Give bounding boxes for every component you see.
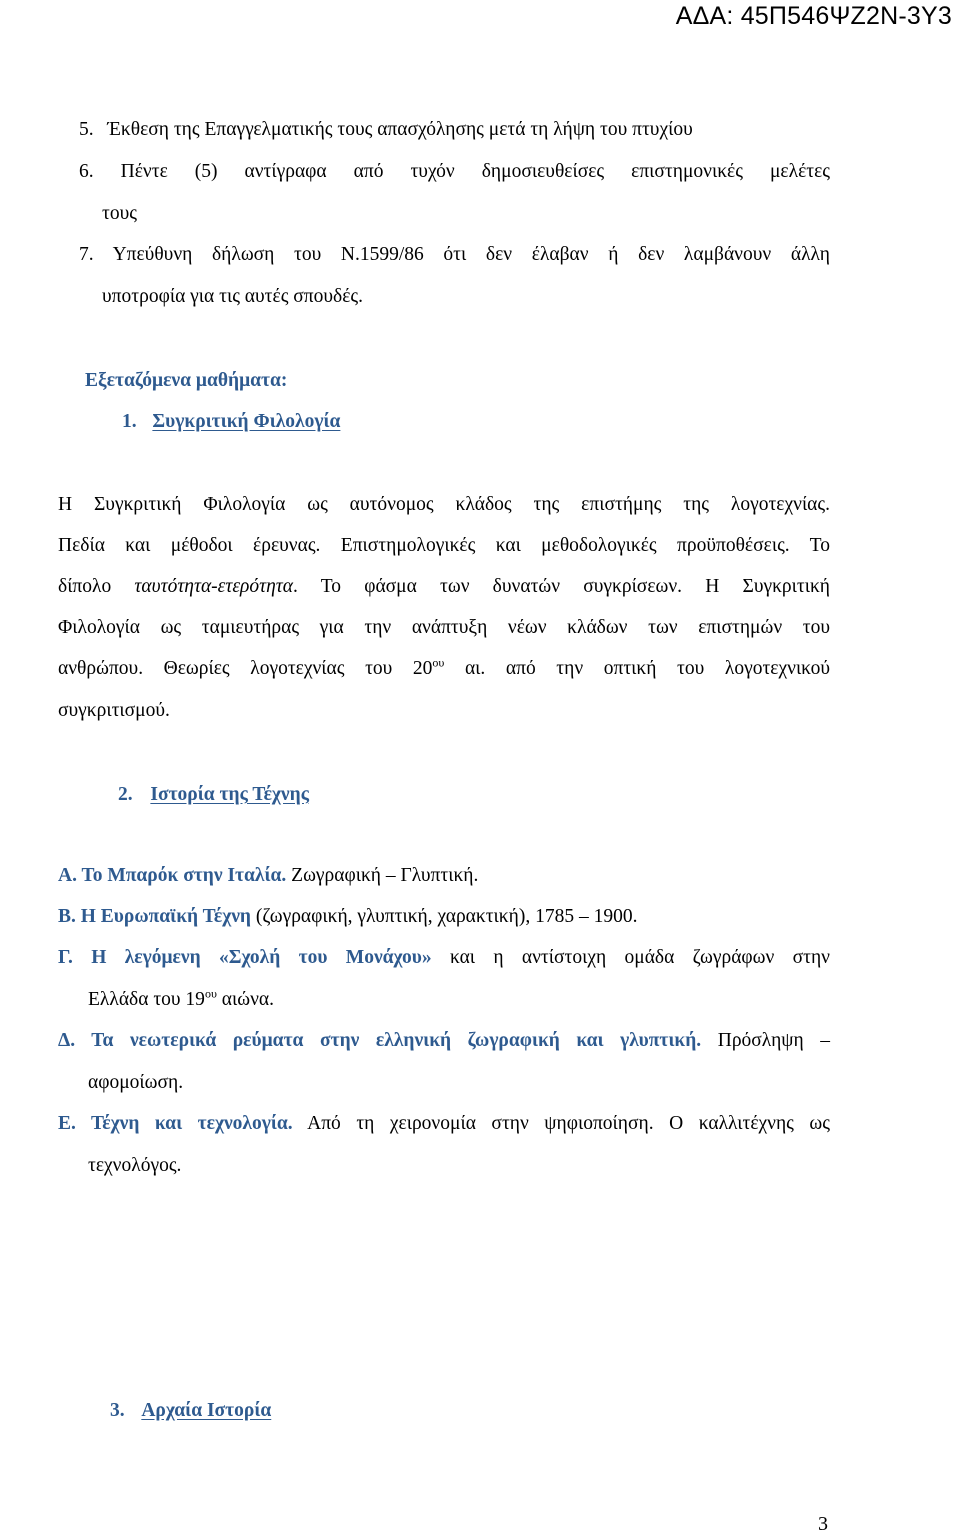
requirement-item-7-cont: υποτροφία για τις αυτές σπουδές. [102,286,364,307]
subject-2-title [118,783,309,807]
topic-heading: Δ. Τα νεωτερικά ρεύματα στην ελληνική ζωγραφική και γλυπτική. [58,1030,702,1051]
item-number: 5. [79,119,94,140]
text-fragment: αιώνα. [216,989,274,1010]
subject-number: 1. [122,411,137,432]
subjects-heading: Εξεταζόμενα μαθήματα: [85,370,288,391]
subject-1-para-line-3 [58,575,830,599]
art-history-topic-a [58,864,478,888]
requirement-item-5 [79,118,693,142]
item-number: 7. [79,244,94,265]
topic-text: και η αντίστοιχη ομάδα ζωγράφων στην [449,947,830,968]
art-history-topic-d-cont: αφομοίωση. [88,1072,184,1093]
art-history-topic-e-cont: τεχνολόγος. [88,1155,182,1176]
subject-1-para-line-1: Η Συγκριτική Φιλολογία ως αυτόνομος κλάδος της επιστήμης της λογοτεχνίας. [58,494,830,515]
subject-number: 2. [118,784,133,805]
subject-title: Ιστορία της Τέχνης [150,784,309,805]
art-history-topic-c-cont [88,988,274,1012]
subject-1-title [122,410,340,434]
art-history-topic-b [58,905,637,929]
item-number: 6. [79,161,94,182]
subject-1-para-line-5 [58,657,830,681]
topic-heading: Ε. Τέχνη και τεχνολογία. [58,1113,293,1134]
subject-3-title [110,1399,271,1423]
subject-1-para-line-4: Φιλολογία ως ταμιευτήρας για την ανάπτυξη νέων κλάδων των επιστημών του [58,617,830,638]
requirement-item-7 [79,243,830,267]
superscript: ου [432,655,445,670]
subject-number: 3. [110,1400,125,1421]
topic-heading: Β. Η Ευρωπαϊκή Τέχνη [58,906,252,927]
topic-text: (ζωγραφική, γλυπτική, χαρακτική), 1785 – 1900. [251,906,638,927]
superscript: ου [204,986,217,1001]
text-fragment: Ελλάδα του 19 [88,989,205,1010]
text-fragment: δίπολο [58,576,112,597]
text-fragment: . Το φάσμα των δυνατών συγκρίσεων. Η Συγκριτική [293,576,830,597]
subject-title: Αρχαία Ιστορία [141,1400,272,1421]
item-text: Πέντε (5) αντίγραφα από τυχόν δημοσιευθείσες επιστημονικές μελέτες [120,161,831,182]
topic-heading: Α. Το Μπαρόκ στην Ιταλία. [58,865,287,886]
art-history-topic-e [58,1112,830,1136]
art-history-topic-d [58,1029,830,1053]
art-history-topic-c [58,946,830,970]
text-fragment: ανθρώπου. Θεωρίες λογοτεχνίας του 20 [58,658,433,679]
topic-text: Πρόσληψη – [717,1030,830,1051]
subject-1-para-line-2: Πεδία και μέθοδοι έρευνας. Επιστημολογικές και μεθοδολογικές προϋποθέσεις. Το [58,535,830,556]
topic-text: Από τη χειρονομία στην ψηφιοποίηση. Ο καλλιτέχνης ως [307,1113,830,1134]
topic-text: Ζωγραφική – Γλυπτική. [286,865,479,886]
page-number: 3 [818,1513,828,1535]
document-code: ΑΔΑ: 45Π546ΨΖ2Ν-3Υ3 [675,2,952,30]
italic-term: ταυτότητα-ετερότητα [134,576,294,597]
requirement-item-6 [79,160,830,184]
text-fragment: αι. από την οπτική του λογοτεχνικού [464,658,830,679]
requirement-item-6-cont: τους [102,203,137,224]
item-text: Υπεύθυνη δήλωση του Ν.1599/86 ότι δεν έλαβαν ή δεν λαμβάνουν άλλη [112,244,831,265]
topic-heading: Γ. Η λεγόμενη «Σχολή του Μονάχου» [58,947,432,968]
subject-title: Συγκριτική Φιλολογία [152,411,341,432]
subject-1-para-line-6: συγκριτισμού. [58,700,170,721]
item-text: Έκθεση της Επαγγελματικής τους απασχόλησης μετά τη λήψη του πτυχίου [107,119,693,140]
